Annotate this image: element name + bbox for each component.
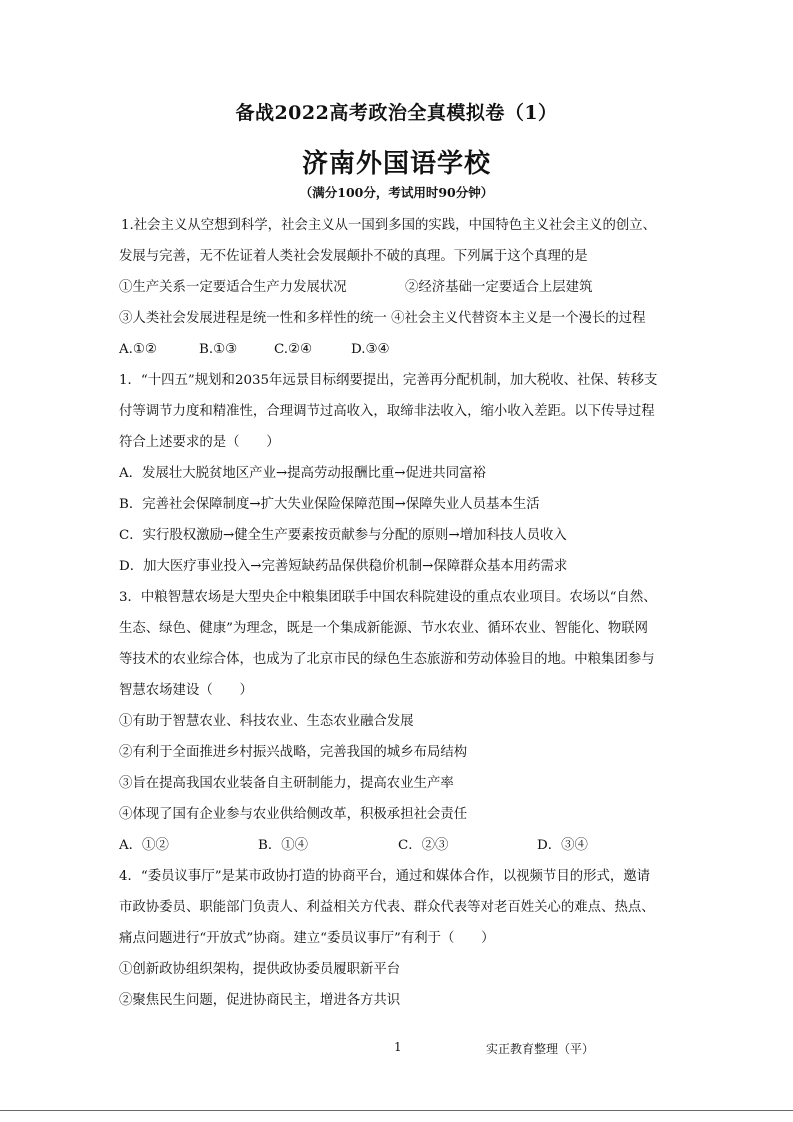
question-4-line-3: 痛点问题进行“开放式”协商。建立“委员议事厅”有利于（ ） — [119, 931, 495, 946]
exam-title: 备战2022高考政治全真模拟卷（1） — [235, 102, 558, 124]
page-number: 1 — [394, 1040, 402, 1054]
question-4-line-1: 4．“委员议事厅”是某市政协打造的协商平台，通过和媒体合作，以视频节目的形式，邀请 — [119, 869, 651, 884]
question-2-choice-d: D．加大医疗事业投入→完善短缺药品保供稳价机制→保障群众基本用药需求 — [119, 559, 568, 574]
question-3-statement-1: ①有助于智慧农业、科技农业、生态农业融合发展 — [119, 714, 414, 729]
question-1-option-b: B.①③ — [199, 342, 238, 357]
question-3-line-4: 智慧农场建设（ ） — [119, 683, 253, 698]
page-bottom-divider — [0, 1110, 793, 1111]
question-2-choice-b: B．完善社会保障制度→扩大失业保险保障范围→保障失业人员基本生活 — [119, 497, 540, 512]
question-2-line-2: 付等调节力度和精准性，合理调节过高收入，取缔非法收入，缩小收入差距。以下传导过程 — [119, 404, 655, 419]
footer-organization: 实正教育整理（平） — [486, 1042, 595, 1056]
question-1-options — [119, 334, 679, 365]
question-1-line-1: 1.社会主义从空想到科学，社会主义从一国到多国的实践，中国特色主义社会主义的创立、 — [121, 218, 657, 233]
question-1-statement-row-1 — [119, 272, 679, 303]
question-3-statement-3: ③旨在提高我国农业装备自主研制能力，提高农业生产率 — [119, 776, 454, 791]
question-3-option-b: B．①④ — [258, 838, 309, 853]
question-1-statement-3: ③人类社会发展进程是统一性和多样性的统一 — [119, 311, 387, 326]
question-3-option-c: C．②③ — [398, 838, 449, 853]
question-1-option-d: D.③④ — [351, 342, 390, 357]
question-1-statement-4: ④社会主义代替资本主义是一个漫长的过程 — [391, 311, 646, 326]
question-2-choice-c: C．实行股权激励→健全生产要素按贡献参与分配的原则→增加科技人员收入 — [119, 528, 567, 543]
school-name: 济南外国语学校 — [301, 149, 491, 179]
question-1-line-2: 发展与完善，无不佐证着人类社会发展颠扑不破的真理。下列属于这个真理的是 — [119, 249, 588, 264]
question-3-statement-2: ②有利于全面推进乡村振兴战略，完善我国的城乡布局结构 — [119, 745, 468, 760]
question-content — [119, 210, 679, 1016]
question-3-statement-4: ④体现了国有企业参与农业供给侧改革，积极承担社会责任 — [119, 807, 468, 822]
question-3-option-d: D．③④ — [537, 838, 588, 853]
question-1-statement-2: ②经济基础一定要适合上层建筑 — [405, 280, 593, 295]
question-4-line-2: 市政协委员、职能部门负责人、利益相关方代表、群众代表等对老百姓关心的难点、热点、 — [119, 900, 655, 915]
question-3-line-2: 生态、绿色、健康”为理念，既是一个集成新能源、节水农业、循环农业、智能化、物联网 — [119, 621, 649, 636]
question-2-line-1: 1．“十四五”规划和2035年远景目标纲要提出，完善再分配机制，加大税收、社保、转移支 — [119, 373, 658, 388]
question-3-option-a: A．①② — [119, 838, 169, 853]
question-1-option-a: A.①② — [119, 342, 157, 357]
question-1-option-c: C.②④ — [274, 342, 313, 357]
question-1-statement-1: ①生产关系一定要适合生产力发展状况 — [119, 280, 347, 295]
question-1-statement-row-2 — [119, 303, 679, 334]
question-3-line-3: 等技术的农业综合体，也成为了北京市民的绿色生态旅游和劳动体验目的地。中粮集团参与 — [119, 652, 655, 667]
exam-subtitle: （满分100分，考试用时90分钟） — [299, 185, 494, 200]
question-2-line-3: 符合上述要求的是（ ） — [119, 435, 280, 450]
question-4-statement-2: ②聚焦民生问题，促进协商民主，增进各方共识 — [119, 993, 401, 1008]
question-3-line-1: 3．中粮智慧农场是大型央企中粮集团联手中国农科院建设的重点农业项目。农场以“自然、 — [119, 590, 657, 605]
question-3-options — [119, 830, 679, 861]
question-4-statement-1: ①创新政协组织架构，提供政协委员履职新平台 — [119, 962, 401, 977]
question-2-choice-a: A．发展壮大脱贫地区产业→提高劳动报酬比重→促进共同富裕 — [119, 466, 486, 481]
